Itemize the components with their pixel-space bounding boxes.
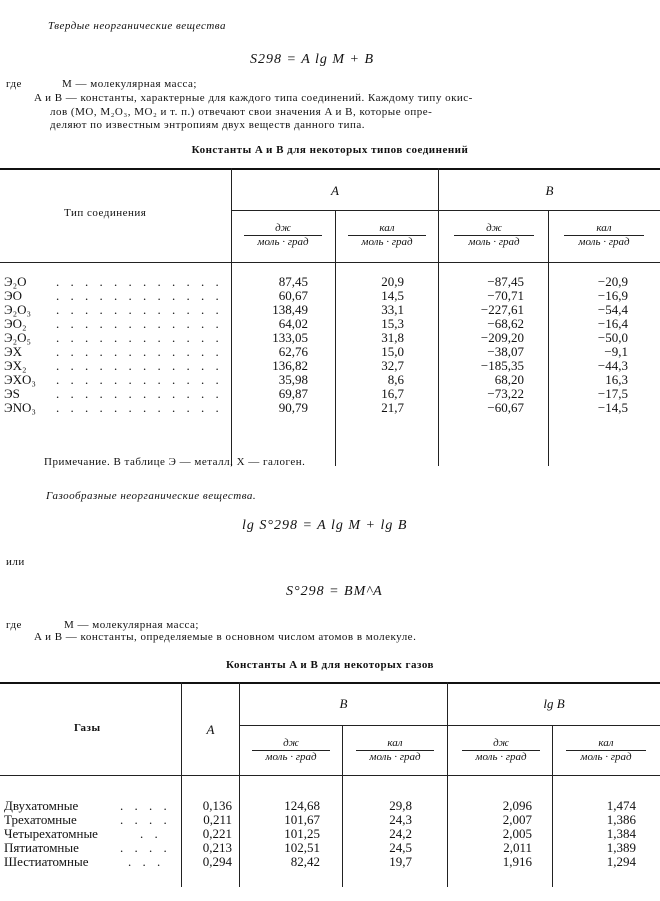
formula-gases-power: S°298 = BM^A <box>286 584 383 599</box>
leader-dots: . . . . . . . . . . . . <box>56 386 223 401</box>
row-b-cal: −50,0 <box>597 330 628 345</box>
table2-col-B: B <box>339 696 348 711</box>
row-a-cal: 33,1 <box>381 302 404 317</box>
row-a-joule: 87,45 <box>278 274 308 289</box>
leader-dots: . . . . . . . . . . . . <box>56 288 223 303</box>
unit-numerator: дж <box>493 737 509 749</box>
row-a-joule: 90,79 <box>278 400 308 415</box>
leader-dots: . . . <box>128 854 165 869</box>
table-row <box>0 813 660 827</box>
table2-unit-b-cal <box>356 737 434 764</box>
row-lgb-cal: 1,389 <box>606 840 636 855</box>
row-gas: Трехатомные <box>4 812 77 827</box>
table1-unit-b-cal <box>564 222 644 249</box>
row-a-cal: 15,3 <box>381 316 404 331</box>
row-b-cal: −44,3 <box>597 358 628 373</box>
unit-denominator: моль · град <box>564 235 644 249</box>
unit-denominator: моль · град <box>348 235 426 249</box>
row-type: ЭXO₃ <box>4 372 36 387</box>
table1-note: Примечание. В таблице Э — металл, X — галоген. <box>44 456 306 468</box>
section-title-gases: Газообразные неорганические вещества. <box>46 490 257 502</box>
row-type: ЭO₂ <box>4 316 27 331</box>
unit-denominator: моль · град <box>356 750 434 764</box>
table2-unit-lgb-joule <box>462 737 540 764</box>
table1-caption: Константы A и B для некоторых типов соединений <box>191 144 469 156</box>
ab-definition-line3: деляют по известным энтропиям двух веществ данного типа. <box>50 119 365 131</box>
table2-caption: Константы A и B для некоторых газов <box>226 659 434 671</box>
row-b-joule: 102,51 <box>284 840 320 855</box>
row-gas: Двухатомные <box>4 798 79 813</box>
row-b-joule: 82,42 <box>290 854 320 869</box>
unit-denominator: моль · град <box>244 235 322 249</box>
unit-numerator: дж <box>283 737 299 749</box>
table-row <box>0 855 660 869</box>
row-b-cal: −14,5 <box>597 400 628 415</box>
row-a-joule: 62,76 <box>278 344 308 359</box>
row-lgb-joule: 1,916 <box>502 854 532 869</box>
unit-denominator: моль · град <box>252 750 330 764</box>
row-lgb-joule: 2,096 <box>502 798 532 813</box>
row-b-cal: −16,4 <box>597 316 628 331</box>
table2-unit-lgb-cal <box>566 737 646 764</box>
or-label: или <box>6 556 25 568</box>
unit-numerator: кал <box>379 222 395 234</box>
row-b-cal: −20,9 <box>597 274 628 289</box>
unit-numerator: кал <box>596 222 612 234</box>
row-lgb-joule: 2,011 <box>503 840 532 855</box>
formula-solids: S298 = A lg M + B <box>250 52 375 67</box>
unit-numerator: дж <box>486 222 502 234</box>
leader-dots: . . . . <box>120 840 171 855</box>
table-row <box>0 275 660 289</box>
leader-dots: . . . . . . . . . . . . <box>56 358 223 373</box>
row-a-joule: 133,05 <box>272 330 308 345</box>
table-row <box>0 401 660 415</box>
row-type: ЭO <box>4 288 22 303</box>
table-row <box>0 345 660 359</box>
table-row <box>0 387 660 401</box>
table-row <box>0 799 660 813</box>
unit-denominator: моль · град <box>454 235 534 249</box>
row-a-cal: 16,7 <box>381 386 404 401</box>
row-b-cal: −54,4 <box>597 302 628 317</box>
row-a-cal: 32,7 <box>381 358 404 373</box>
leader-dots: . . . . . . . . . . . . <box>56 400 223 415</box>
row-b-joule: −60,67 <box>487 400 524 415</box>
table-row <box>0 331 660 345</box>
row-type: ЭX <box>4 344 22 359</box>
table-row <box>0 317 660 331</box>
row-b-joule: −68,62 <box>487 316 524 331</box>
table1-header-rule <box>0 262 660 263</box>
table1-col-A: A <box>331 183 339 198</box>
row-a-cal: 21,7 <box>381 400 404 415</box>
row-type: ЭX₂ <box>4 358 27 373</box>
unit-numerator: кал <box>387 737 403 749</box>
row-gas: Шестиатомные <box>4 854 89 869</box>
unit-numerator: кал <box>598 737 614 749</box>
row-b-cal: 24,3 <box>389 812 412 827</box>
row-a-cal: 31,8 <box>381 330 404 345</box>
leader-dots: . . . . <box>120 798 171 813</box>
table1-unit-a-joule <box>244 222 322 249</box>
row-lgb-joule: 2,007 <box>502 812 532 827</box>
table1-subheader-rule <box>232 210 660 211</box>
table2-col-lgB: lg B <box>543 696 565 711</box>
table1-col-B: B <box>545 183 554 198</box>
row-type: ЭS <box>4 386 20 401</box>
row-b-cal: −17,5 <box>597 386 628 401</box>
ab-definition-line1: A и B — константы, характерные для каждого типа соединений. Каждому типу окис- <box>34 92 473 104</box>
row-b-cal: 24,2 <box>389 826 412 841</box>
row-type: Э₂O₃ <box>4 302 32 317</box>
m-definition: M — молекулярная масса; <box>62 78 197 90</box>
leader-dots: . . . . . . . . . . . . <box>56 316 223 331</box>
row-b-joule: 101,25 <box>284 826 320 841</box>
leader-dots: . . . . <box>120 812 171 827</box>
ab-definition-line2: лов (МО, M₂O₃, МО₂ и т. п.) отвечают свои значения A и B, которые опре- <box>50 106 433 118</box>
leader-dots: . . <box>140 826 162 841</box>
row-a: 0,221 <box>202 826 232 841</box>
row-b-cal: 24,5 <box>389 840 412 855</box>
formula-gases-log: lg S°298 = A lg M + lg B <box>242 518 408 533</box>
row-a: 0,213 <box>202 840 232 855</box>
row-type: Э₂O <box>4 274 27 289</box>
row-b-joule: 101,67 <box>284 812 320 827</box>
where-label-2: где <box>6 619 22 631</box>
leader-dots: . . . . . . . . . . . . <box>56 330 223 345</box>
table1-unit-b-joule <box>454 222 534 249</box>
table-row <box>0 303 660 317</box>
row-a: 0,136 <box>202 798 232 813</box>
row-a: 0,294 <box>202 854 232 869</box>
row-b-joule: −185,35 <box>480 358 524 373</box>
row-a-cal: 14,5 <box>381 288 404 303</box>
table-row <box>0 373 660 387</box>
leader-dots: . . . . . . . . . . . . <box>56 302 223 317</box>
row-b-joule: −73,22 <box>487 386 524 401</box>
table-row <box>0 841 660 855</box>
leader-dots: . . . . . . . . . . . . <box>56 344 223 359</box>
row-b-joule: −209,20 <box>480 330 524 345</box>
row-b-cal: 29,8 <box>389 798 412 813</box>
row-gas: Четырехатомные <box>4 826 98 841</box>
table2-header-rule <box>0 775 660 776</box>
table2-col-gas: Газы <box>74 722 101 734</box>
row-gas: Пятиатомные <box>4 840 79 855</box>
row-b-joule: −38,07 <box>487 344 524 359</box>
row-lgb-cal: 1,384 <box>606 826 636 841</box>
row-b-cal: −16,9 <box>597 288 628 303</box>
row-a: 0,211 <box>203 812 232 827</box>
row-b-joule: −87,45 <box>487 274 524 289</box>
row-a-joule: 60,67 <box>278 288 308 303</box>
table1-unit-a-cal <box>348 222 426 249</box>
row-a-cal: 15,0 <box>381 344 404 359</box>
table2-unit-b-joule <box>252 737 330 764</box>
row-b-joule: −70,71 <box>487 288 524 303</box>
row-lgb-cal: 1,386 <box>606 812 636 827</box>
row-b-cal: 16,3 <box>605 372 628 387</box>
leader-dots: . . . . . . . . . . . . <box>56 274 223 289</box>
row-b-joule: −227,61 <box>480 302 524 317</box>
row-a-joule: 69,87 <box>278 386 308 401</box>
table2-col-A: A <box>206 722 215 737</box>
table2-subheader-rule <box>240 725 660 726</box>
row-lgb-cal: 1,294 <box>606 854 636 869</box>
ab-definition-2: A и B — константы, определяемые в основном числом атомов в молекуле. <box>34 631 417 643</box>
table1-col-type: Тип соединения <box>64 207 147 219</box>
row-type: ЭNO₃ <box>4 400 36 415</box>
row-a-cal: 20,9 <box>381 274 404 289</box>
row-b-cal: −9,1 <box>604 344 628 359</box>
unit-numerator: дж <box>275 222 291 234</box>
row-b-cal: 19,7 <box>389 854 412 869</box>
m-definition-2: M — молекулярная масса; <box>64 619 199 631</box>
row-b-joule: 68,20 <box>494 372 524 387</box>
table-row <box>0 289 660 303</box>
table2-top-rule <box>0 682 660 684</box>
row-a-joule: 136,82 <box>272 358 308 373</box>
row-a-cal: 8,6 <box>387 372 404 387</box>
row-b-joule: 124,68 <box>284 798 320 813</box>
table1-top-rule <box>0 168 660 170</box>
where-label: где <box>6 78 22 90</box>
table-row <box>0 359 660 373</box>
unit-denominator: моль · град <box>462 750 540 764</box>
table-row <box>0 827 660 841</box>
row-type: Э₂O₅ <box>4 330 32 345</box>
row-a-joule: 64,02 <box>278 316 308 331</box>
section-title-solids: Твердые неорганические вещества <box>48 20 226 32</box>
unit-denominator: моль · град <box>566 750 646 764</box>
row-lgb-joule: 2,005 <box>502 826 532 841</box>
leader-dots: . . . . . . . . . . . . <box>56 372 223 387</box>
row-a-joule: 138,49 <box>272 302 308 317</box>
row-lgb-cal: 1,474 <box>606 798 636 813</box>
row-a-joule: 35,98 <box>278 372 308 387</box>
